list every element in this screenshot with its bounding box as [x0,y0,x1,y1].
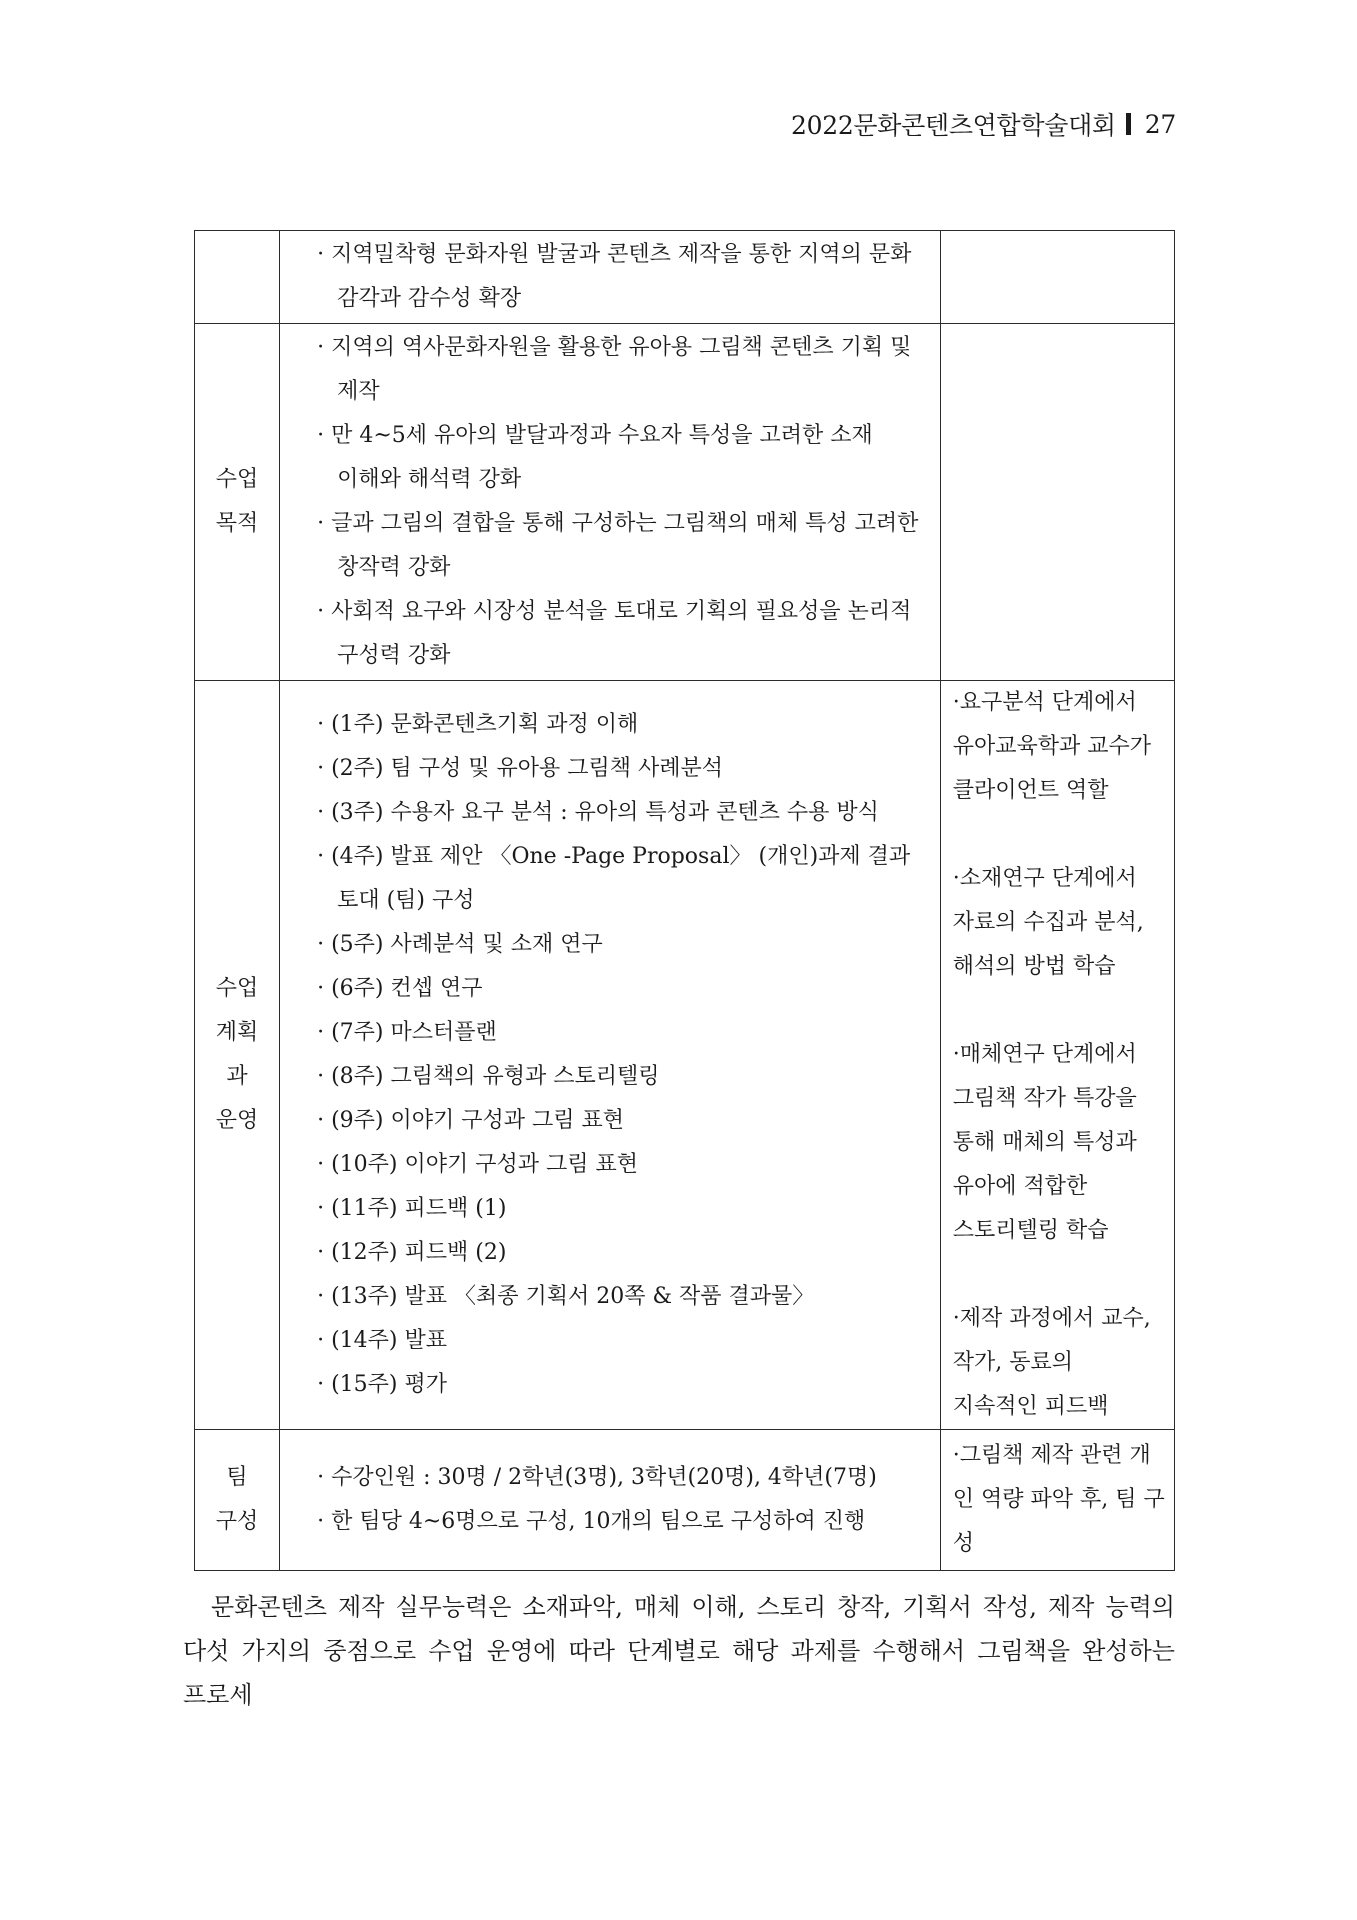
top-row-note-cell [940,231,1174,324]
objectives-label-cell [195,324,280,681]
week-item: · (14주) 발표 [317,1319,930,1363]
row-label-line: 목적 [215,511,259,536]
list-item: · 사회적 요구와 시장성 분석을 토대로 기획의 필요성을 논리적 구성력 강화 [317,590,930,678]
week-item: · (10주) 이야기 구성과 그림 표현 [317,1143,930,1187]
plan-body-cell [280,681,941,1430]
top-row-label-cell [195,231,280,324]
page-number: 27 [1144,109,1176,139]
week-item: · (5주) 사례분석 및 소재 연구 [317,923,930,967]
weekly-plan-list [280,687,940,1423]
plan-notes [941,681,1174,1429]
plan-note: ·제작 과정에서 교수, 작가, 동료의 지속적인 피드백 [952,1306,1151,1419]
team-label-cell [195,1430,280,1571]
list-item: · 지역밀착형 문화자원 발굴과 콘텐츠 제작을 통한 지역의 문화 감각과 감수성 확장 [317,233,930,321]
list-item: · 한 팀당 4~6명으로 구성, 10개의 팀으로 구성하여 진행 [317,1500,930,1544]
table-row-objectives [195,324,1175,681]
running-title: 2022문화콘텐츠연합학술대회 [791,111,1116,140]
objectives-list [280,324,940,680]
week-item: · (12주) 피드백 (2) [317,1231,930,1275]
body-paragraph: 문화콘텐츠 제작 실무능력은 소재파악, 매체 이해, 스토리 창작, 기획서 작성, 제작 능력의 다섯 가지의 중점으로 수업 운영에 따라 단계별로 해당 과제를 수행해서 그림책을 완성하는 프로세 [183,1593,1175,1709]
running-header [791,106,1176,142]
top-row-list [280,231,940,323]
plan-note-cell [940,681,1174,1430]
week-item: · (15주) 평가 [317,1363,930,1407]
table-row-team [195,1430,1175,1571]
row-label-line: 계획 [215,1020,259,1045]
list-item: · 만 4~5세 유아의 발달과정과 수요자 특성을 고려한 소재 이해와 해석력 강화 [317,414,930,502]
week-item: · (6주) 컨셉 연구 [317,967,930,1011]
week-item: · (9주) 이야기 구성과 그림 표현 [317,1099,930,1143]
row-label-line: 수업 [215,467,259,492]
week-item: · (1주) 문화콘텐츠기획 과정 이해 [317,703,930,747]
team-note: ·그림책 제작 관련 개인 역량 파악 후, 팀 구성 [952,1443,1165,1556]
row-label-line: 팀 [226,1465,248,1490]
week-item: · (8주) 그림책의 유형과 스토리텔링 [317,1055,930,1099]
team-note-cell [940,1430,1174,1571]
team-list [280,1452,940,1548]
course-syllabus-table [194,230,1175,1571]
row-label-line: 수업 [215,976,259,1001]
plan-note: ·소재연구 단계에서 자료의 수집과 분석, 해석의 방법 학습 [952,866,1144,979]
table-row-plan [195,681,1175,1430]
list-item: · 수강인원 : 30명 / 2학년(3명), 3학년(20명), 4학년(7명) [317,1456,930,1500]
week-item: · (2주) 팀 구성 및 유아용 그림책 사례분석 [317,747,930,791]
objectives-body-cell [280,324,941,681]
list-item: · 지역의 역사문화자원을 활용한 유아용 그림책 콘텐츠 기획 및 제작 [317,326,930,414]
plan-label-cell [195,681,280,1430]
row-label-line: 운영 [215,1108,259,1133]
list-item: · 글과 그림의 결합을 통해 구성하는 그림책의 매체 특성 고려한 창작력 강화 [317,502,930,590]
week-item: · (7주) 마스터플랜 [317,1011,930,1055]
row-label-line: 구성 [215,1509,259,1534]
week-item: · (13주) 발표 〈최종 기획서 20쪽 & 작품 결과물〉 [317,1275,930,1319]
row-label-line: 과 [226,1064,248,1089]
plan-note: ·매체연구 단계에서 그림책 작가 특강을 통해 매체의 특성과 유아에 적합한 스토리텔링 학습 [952,1042,1137,1243]
header-bar-mark [1126,113,1131,135]
team-body-cell [280,1430,941,1571]
week-item: · (11주) 피드백 (1) [317,1187,930,1231]
objectives-note-cell [940,324,1174,681]
week-item: · (4주) 발표 제안 〈One -Page Proposal〉 (개인)과제 결과 토대 (팀) 구성 [317,835,930,923]
top-row-body-cell [280,231,941,324]
week-item: · (3주) 수용자 요구 분석 : 유아의 특성과 콘텐츠 수용 방식 [317,791,930,835]
plan-note: ·요구분석 단계에서 유아교육학과 교수가 클라이언트 역할 [952,690,1152,803]
table-row-top [195,231,1175,324]
